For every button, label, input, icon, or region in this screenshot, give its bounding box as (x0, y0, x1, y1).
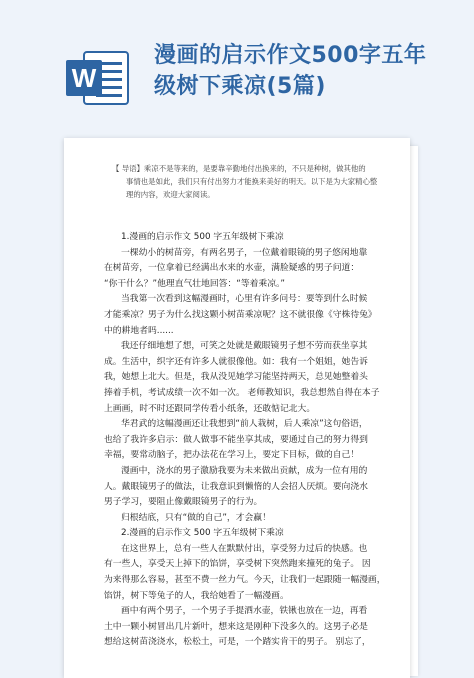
svg-text:W: W (71, 63, 97, 93)
body-line: 土中一颗小树冒出几片新叶，想来这是刚种下没多久的。这男子必是 (104, 621, 368, 632)
word-icon (62, 42, 132, 112)
body-line: 捧着手机，考试成绩一次不如一次。 老师教知识，我总想然自得在本子 (104, 387, 380, 398)
body-line: 馅饼，树下等兔子的人，我给她看了一幅漫画。 (104, 590, 289, 601)
body-line: 成。生活中，织字还有许多人就很像他。如：我有一个姐姐，她告诉 (104, 356, 368, 367)
body-line: 我，她想上北大。但是，我从没见她学习能坚持两天，总见她整着头 (104, 372, 368, 383)
document-title (154, 40, 454, 102)
body-line: 在这世界上，总有一些人在默默付出，享受努力过后的快感。也 (121, 543, 368, 554)
body-line: 在树苗旁，一位拿着已经满出水来的水壶，满脸疑惑的男子问道： (104, 263, 360, 274)
title-line-2: 级树下乘凉(5篇) (154, 74, 326, 99)
body-line: 画中有两个男子，一个男子手提洒水壶，铁锹也放在一边，再看 (121, 606, 368, 617)
body-line: 1.漫画的启示作文 500 字五年级树下乘凉 (121, 232, 284, 242)
body-line: 归根结底，只有“做的自己”，才会赢！ (121, 512, 271, 523)
body-line: 才能乘凉？男子为什么找这颗小树苗乘凉呢？这不就很像《守株待兔》 (104, 309, 377, 320)
document-body (104, 230, 394, 651)
guide-line: 事情也是如此，我们只有付出努力才能换来美好的明天。以下是为大家精心整 (126, 177, 378, 186)
body-line: 有一些人，享受天上掉下的馅饼，享受树下突然跑来撞死的兔子。 因 (104, 559, 371, 570)
guide-line: 【 导语】乘凉不是等来的，是要靠辛勤地付出换来的，不只是种树，做其他的 (112, 164, 366, 173)
body-line: 漫画中，浇水的男子激励我要为未来做出贡献，成为一位有用的 (121, 465, 368, 476)
body-line: 为来得那么容易，甚至不费一丝力气。今天，让我们一起跟随一幅漫画， (104, 575, 386, 586)
body-line: 中的耕地者吗...... (104, 325, 174, 336)
guide-line: 理的内容，欢迎大家阅读。 (126, 190, 215, 199)
body-line: 也给了我许多启示：做人做事不能坐享其成，要通过自己的努力得到 (104, 434, 368, 445)
body-line: 男子学习，要阻止像戴眼镜男子的行为。 (104, 497, 263, 508)
body-line: 想给这树苗浇浇水，松松土，可是，一个踏实肯干的男子。 别忘了， (104, 637, 371, 648)
body-line: 人。戴眼镜男子的做法，让我意识到懒惰的人会招人厌烦。要向浇水 (104, 481, 368, 492)
body-line: “你干什么？”他理直气壮地回答：“等着乘凉。” (104, 278, 285, 289)
guide-intro (112, 162, 380, 201)
body-line: 上画画，时不时还跟同学传看小纸条，还敢惦记北大。 (104, 403, 316, 414)
document-header (0, 0, 474, 128)
body-line: 华君武的这幅漫画还让我想到“前人栽树，后人乘凉”这句俗语， (121, 419, 368, 430)
body-line: 我还仔细地想了想，可笑之处就是戴眼镜男子想不劳而获坐享其 (121, 341, 368, 352)
body-line: 2.漫画的启示作文 500 字五年级树下乘凉 (121, 528, 284, 539)
body-line: 当我第一次看到这幅漫画时，心里有许多问号：要等到什么时候 (121, 294, 368, 305)
title-line-1: 漫画的启示作文500字五年 (154, 43, 427, 68)
body-line: 一棵幼小的树苗旁，有两名男子，一位戴着眼镜的男子悠闲地靠 (121, 247, 368, 258)
body-line: 幸福，要常动脑子，把办法花在学习上，要定下目标，做的自己！ (104, 450, 360, 461)
